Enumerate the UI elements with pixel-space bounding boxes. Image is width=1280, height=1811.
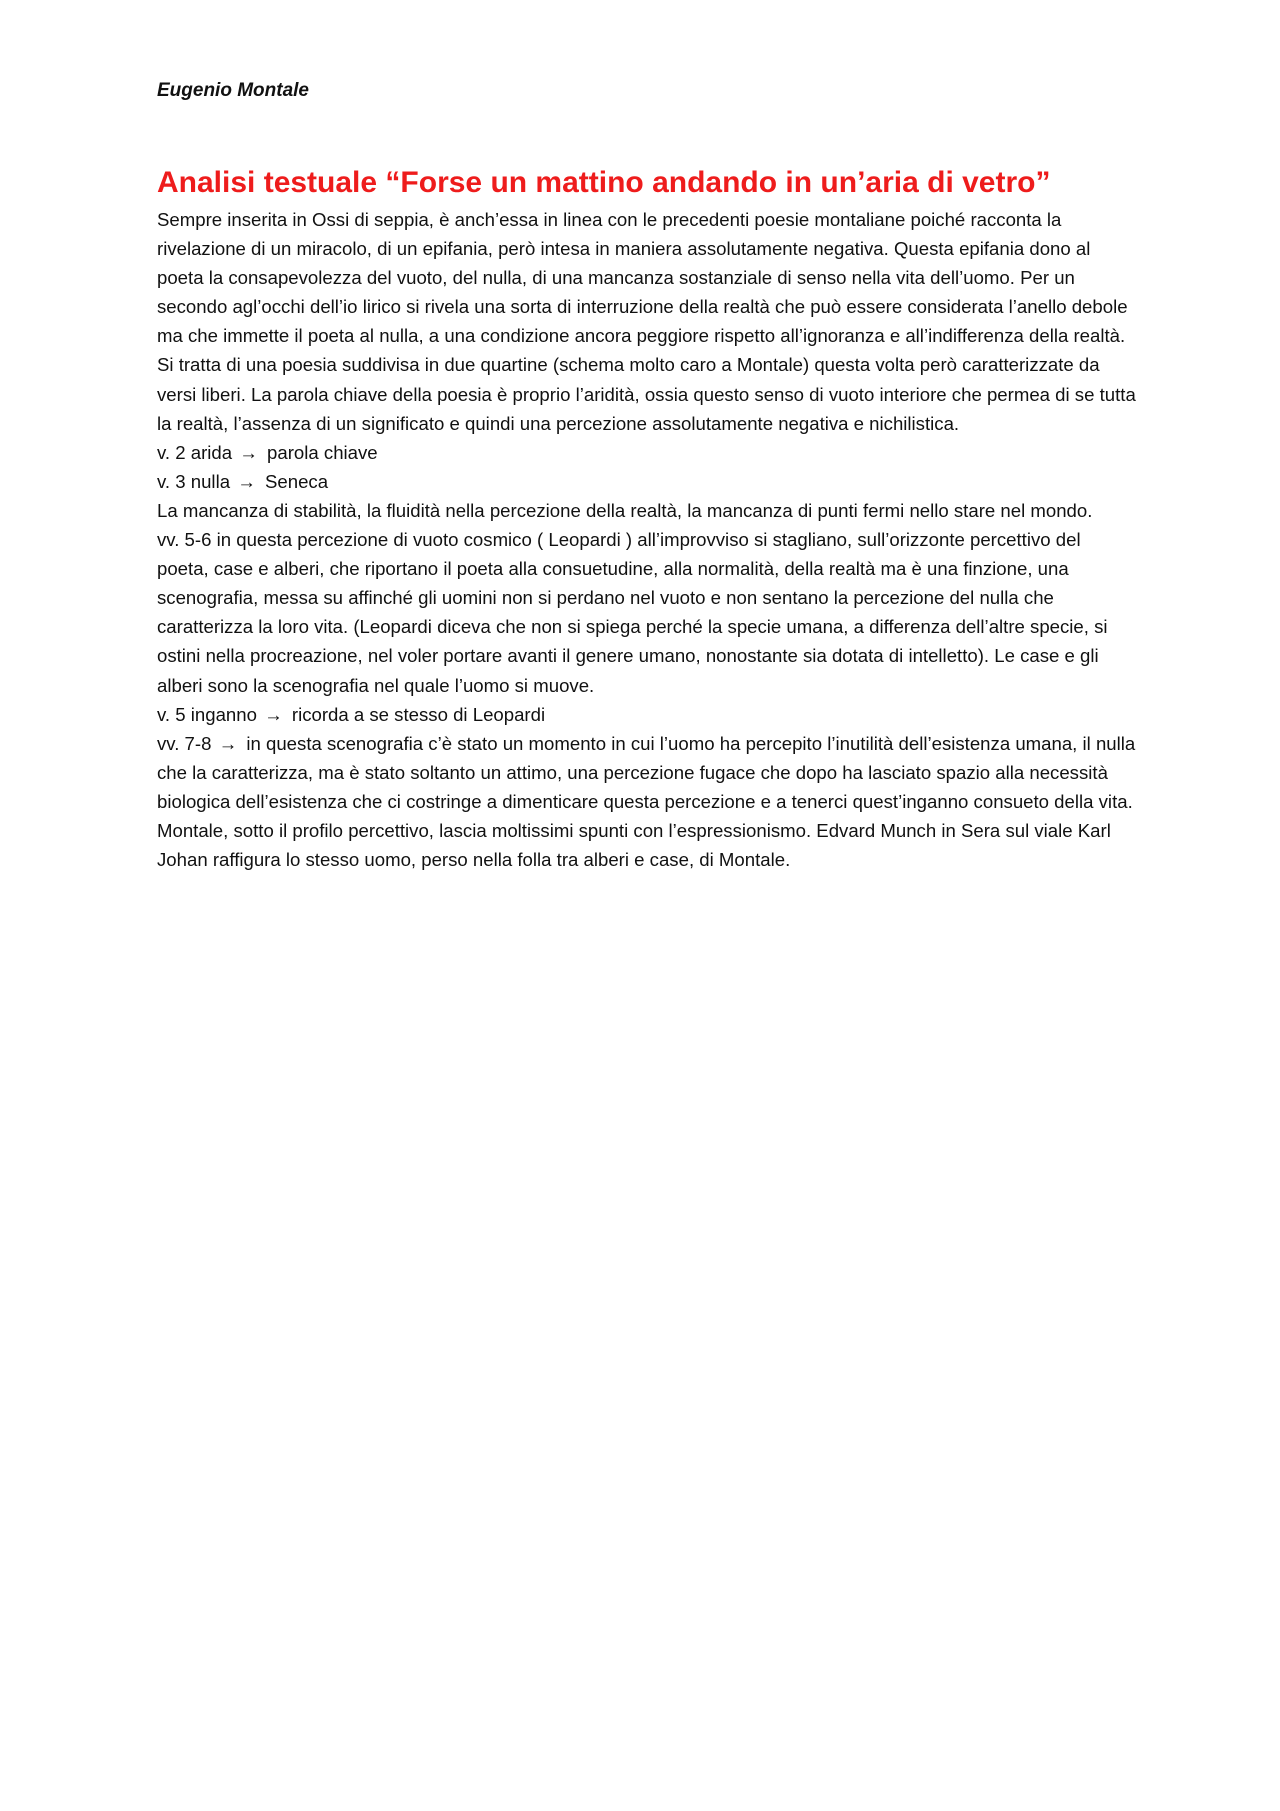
note-v2	[157, 438, 1137, 467]
arrow-right-icon: →	[239, 441, 258, 463]
note-vv78-ref: vv. 7-8	[157, 732, 212, 754]
arrow-right-icon: →	[237, 470, 256, 492]
paragraph-intro: Sempre inserita in Ossi di seppia, è anch’essa in linea con le precedenti poesie montaliane poiché racconta la rivelazione di un miracolo, di un epifania, però intesa in maniera assolutamente negativa. Questa epifania dono al poeta la consapevolezza del vuoto, del nulla, di una mancanza sostanziale di senso nella vita dell’uomo. Per un secondo agl’occhi dell’io lirico si rivela una sorta di interruzione della realtà che può essere considerata l’anello debole ma che immette il poeta al nulla, a una condizione ancora peggiore rispetto all’ignoranza e all’indifferenza della realtà. Si tratta di una poesia suddivisa in due quartine (schema molto caro a Montale) questa volta però caratterizzate da versi liberi. La parola chiave della poesia è proprio l’aridità, ossia questo senso di vuoto interiore che permea di se tutta la realtà, l’assenza di un significato e quindi una percezione assolutamente negativa e nichilistica.	[157, 209, 1136, 434]
note-v2-text: parola chiave	[267, 441, 378, 463]
note-v3-ref: v. 3 nulla	[157, 470, 231, 492]
note-v2-ref: v. 2 arida	[157, 441, 233, 463]
document-content	[157, 79, 1137, 874]
note-v3-text: Seneca	[264, 470, 329, 492]
document-title: Analisi testuale “Forse un mattino andando in un’aria di vetro”	[157, 166, 1051, 199]
arrow-right-icon: →	[264, 703, 283, 725]
author-heading: Eugenio Montale	[157, 80, 309, 101]
paragraph-stability: La mancanza di stabilità, la fluidità nella percezione della realtà, la mancanza di punti fermi nello stare nel mondo.	[157, 499, 1093, 521]
note-v3	[157, 467, 1137, 496]
note-v5-text: ricorda a se stesso di Leopardi	[291, 703, 546, 725]
note-v5-ref: v. 5 inganno	[157, 703, 257, 725]
arrow-right-icon: →	[218, 732, 238, 754]
note-v5	[157, 700, 1137, 729]
paragraph-vv56: vv. 5-6 in questa percezione di vuoto cosmico ( Leopardi ) all’improvviso si stagliano, sull’orizzonte percettivo del poeta, case e alberi, che riportano il poeta alla consuetudine, alla normalità, della realtà ma è una finzione, una scenografia, messa su affinché gli uomini non si perdano nel vuoto e non sentano la percezione del nulla che caratterizza la loro vita. (Leopardi diceva che non si spiega perché la specie umana, a differenza dell’altre specie, si ostini nella procreazione, nel voler portare avanti il genere umano, nonostante sia dotata di intelletto). Le case e gli alberi sono la scenografia nel quale l’uomo si muove.	[157, 529, 1108, 696]
paragraph-vv78	[157, 729, 1137, 874]
document-body	[157, 205, 1137, 874]
note-vv78-text: in questa scenografia c’è stato un momento in cui l’uomo ha percepito l’inutilità dell’esistenza umana, il nulla che la caratterizza, ma è stato soltanto un attimo, una percezione fugace che dopo ha lasciato spazio alla necessità biologica dell’esistenza che ci costringe a dimenticare questa percezione e a tenerci quest’inganno consueto della vita. Montale, sotto il profilo percettivo, lascia moltissimi spunti con l’espressionismo. Edvard Munch in Sera sul viale Karl Johan raffigura lo stesso uomo, perso nella folla tra alberi e case, di Montale.	[157, 732, 1136, 871]
